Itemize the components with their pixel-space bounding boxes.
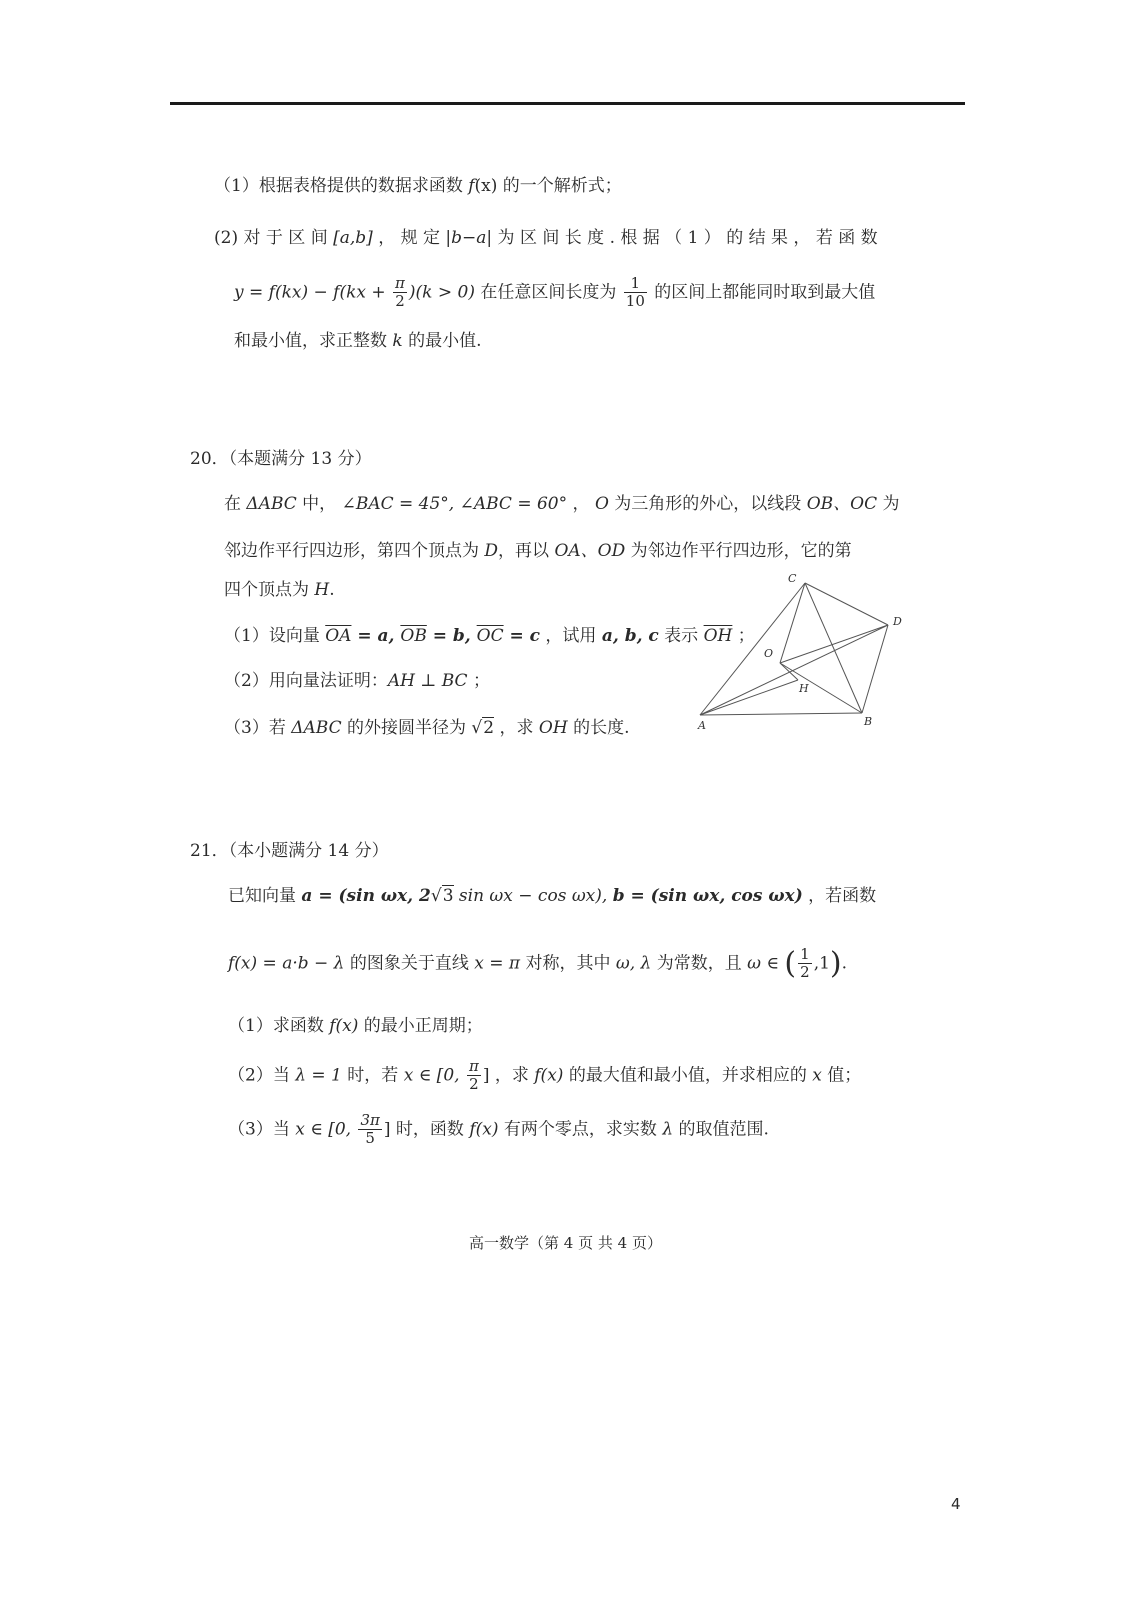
- q20-part3: （3）若 ΔABC 的外接圆半径为 √2 ，求 OH 的长度.: [224, 718, 630, 738]
- q21-part3: （3）当 x ∈ [0, $\frac{3\pi}{5}$ ] 时，函数 f(x) 有两个零点，求实数 λ 的取值范围.: [228, 1111, 769, 1148]
- q20-line1: 在 ΔABC 中， ∠BAC = 45°, ∠ABC = 60° ， O 为三角形的外心，以线段 OB、OC 为: [224, 494, 900, 514]
- q21-header: 21．（本小题满分 14 分）: [190, 841, 389, 861]
- fraction-pi-over-2-b: $\frac{\pi}{2}$: [468, 1057, 479, 1094]
- q21-part2: （2）当 λ = 1 时，若 x ∈ [0, $\frac{\pi}{2}$ ] ，求 f(x) 的最大值和最小值，并求相应的 x 值；: [228, 1057, 862, 1094]
- label-H: H: [799, 682, 809, 695]
- segment-CB: [805, 583, 862, 713]
- header-rule: [170, 102, 965, 105]
- q19-part1: （1）根据表格提供的数据求函数 f(x) 的一个解析式；: [214, 176, 622, 196]
- q21-line2: f(x) = a·b − λ 的图象关于直线 x = π 对称，其中 ω, λ 为常数，且 ω ∈ ( $\frac{1}{2}$ ,1).: [228, 945, 848, 982]
- page-number: 4: [951, 1495, 961, 1513]
- segment-AD: [700, 625, 888, 715]
- label-D: D: [893, 615, 902, 628]
- label-A: A: [698, 719, 706, 732]
- q19-part2-line1: (2) 对 于 区 间 [a,b] ， 规 定 |b−a| 为 区 间 长 度 . 根 据 （ 1 ） 的 结 果 ， 若 函 数: [214, 228, 878, 248]
- segment-CD: [805, 583, 888, 625]
- q20-line3: 四个顶点为 H.: [224, 580, 335, 600]
- q21-part1: （1）求函数 f(x) 的最小正周期；: [228, 1016, 483, 1036]
- q19-part2-line3: 和最小值，求正整数 k 的最小值.: [234, 331, 482, 351]
- fraction-pi-over-2: $\frac{\pi}{2}$: [395, 274, 405, 311]
- fraction-3pi-over-5: $\frac{3\pi}{5}$: [360, 1111, 380, 1148]
- triangle-figure: [698, 572, 915, 740]
- segment-AH: [700, 680, 798, 715]
- q20-part1: （1）设向量 $\overline{OA} = a$, $\overline{OB} = b$, $\overline{OC} = c$ ，试用 a, b, c 表示 $\overline{OH}$ ；: [224, 626, 755, 646]
- q20-line2: 邻边作平行四边形，第四个顶点为 D，再以 OA、OD 为邻边作平行四边形，它的第: [224, 541, 852, 561]
- fraction-1-over-10: $\frac{1}{10}$: [625, 274, 645, 311]
- page-footer: 高一数学（第 4 页 共 4 页）: [469, 1234, 662, 1252]
- q20-part2: （2）用向量法证明：AH ⊥ BC ；: [224, 671, 490, 691]
- label-O: O: [764, 647, 774, 660]
- segment-OC: [780, 583, 805, 663]
- q21-line1: 已知向量 a = (sin ωx, 2√3 sin ωx − cos ωx), b = (sin ωx, cos ωx) ，若函数: [228, 886, 877, 906]
- label-C: C: [788, 572, 797, 585]
- q20-header: 20．（本题满分 13 分）: [190, 449, 372, 469]
- q19-part2-line2: y = f(kx) − f(kx + $\frac{\pi}{2}$ )(k > 0) 在任意区间长度为 $\frac{1}{10}$ 的区间上都能同时取到最大值: [234, 274, 876, 311]
- segment-AB: [700, 713, 862, 715]
- segment-OB: [780, 663, 862, 713]
- segment-BD: [862, 625, 888, 713]
- segment-OD: [780, 625, 888, 663]
- segment-AC: [700, 583, 805, 715]
- fraction-1-over-2: $\frac{1}{2}$: [800, 945, 810, 982]
- segment-OH: [780, 663, 798, 680]
- label-B: B: [864, 715, 873, 728]
